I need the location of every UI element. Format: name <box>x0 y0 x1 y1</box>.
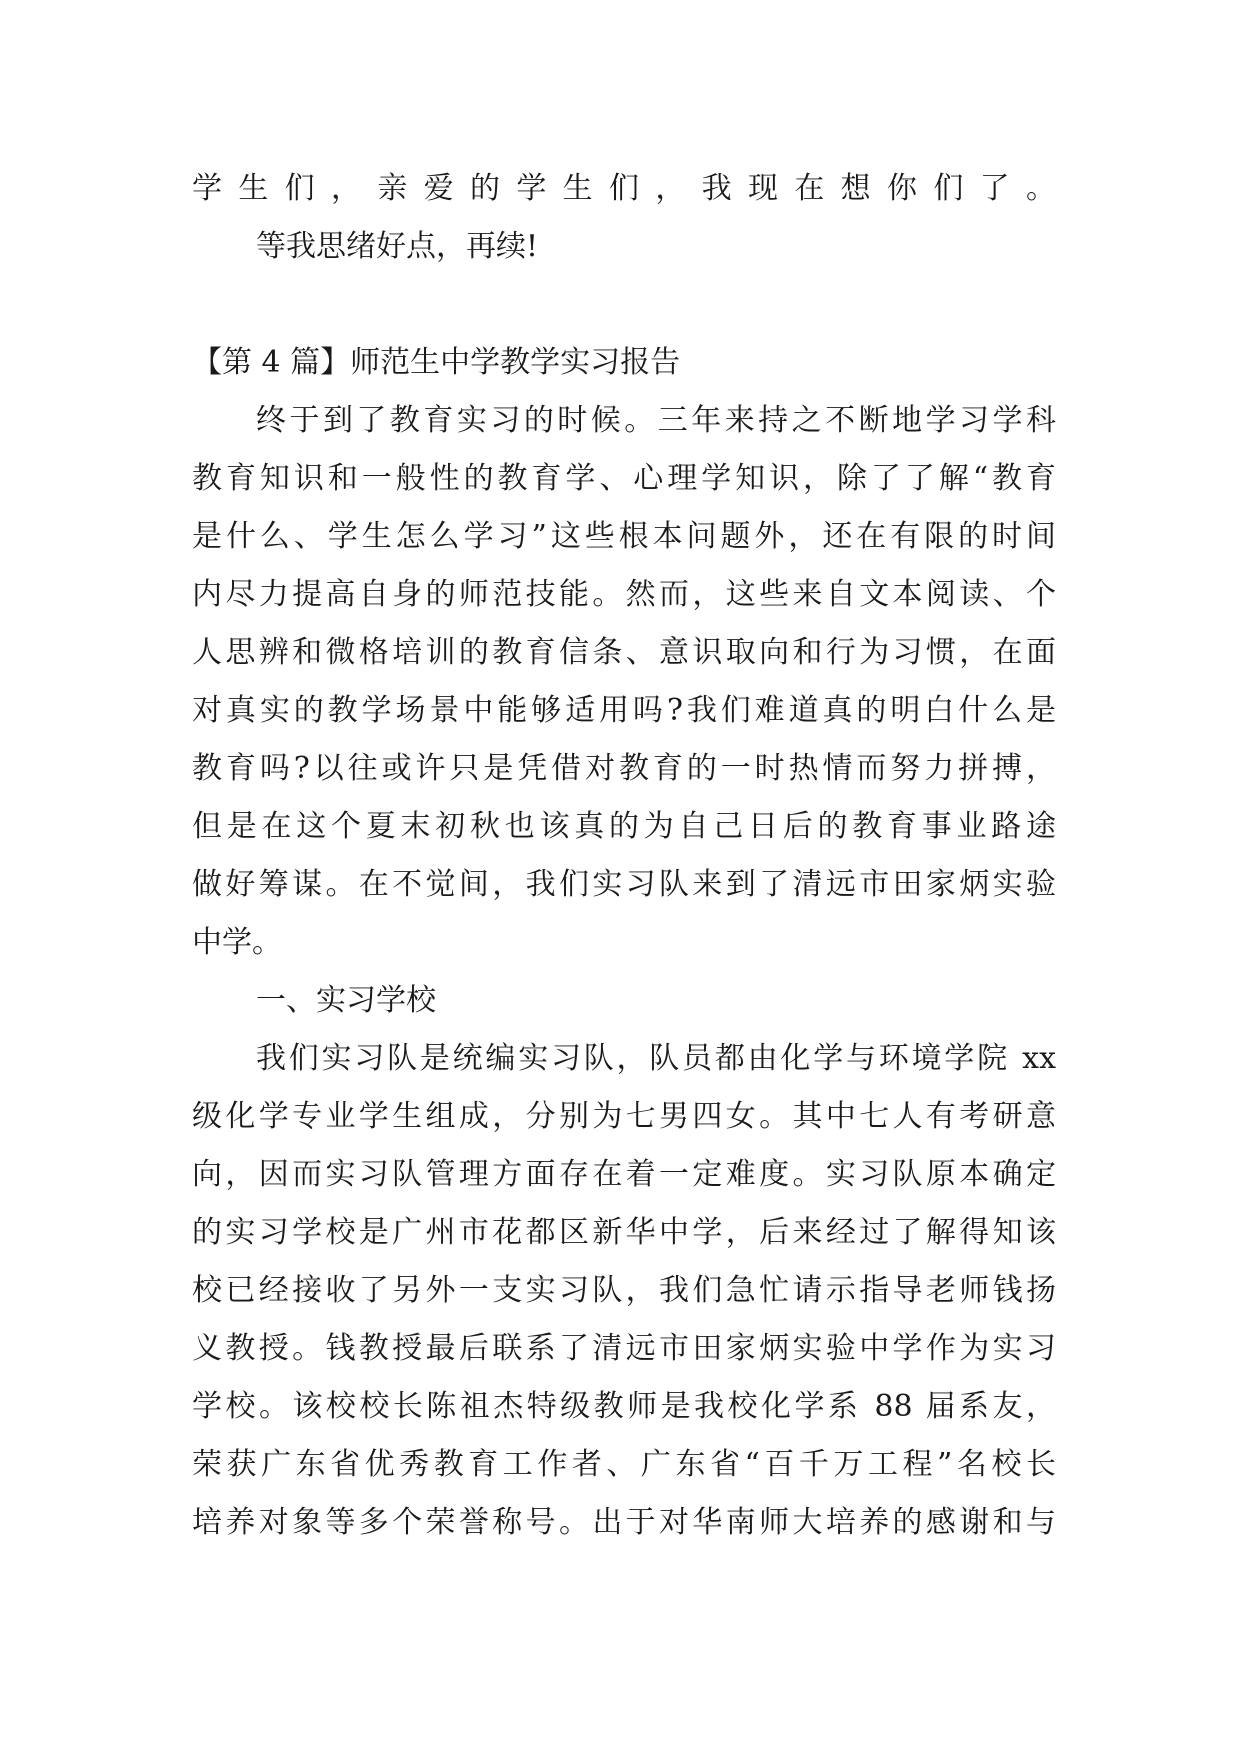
paragraph-line: 做好筹谋。在不觉间，我们实习队来到了清远市田家炳实验 <box>192 867 1056 902</box>
paragraph-line: 人思辨和微格培训的教育信条、意识取向和行为习惯，在面 <box>192 635 1056 670</box>
article-heading: 【第 4 篇】师范生中学教学实习报告 <box>192 345 681 380</box>
section-title: 一、实习学校 <box>256 983 436 1018</box>
paragraph-line: 我们实习队是统编实习队，队员都由化学与环境学院 xx <box>256 1041 1056 1076</box>
paragraph-line: 对真实的教学场景中能够适用吗?我们难道真的明白什么是 <box>192 693 1056 728</box>
paragraph-line: 校已经接收了另外一支实习队，我们急忙请示指导老师钱扬 <box>192 1273 1056 1308</box>
paragraph-line: 内尽力提高自身的师范技能。然而，这些来自文本阅读、个 <box>192 577 1056 612</box>
paragraph-line: 培养对象等多个荣誉称号。出于对华南师大培养的感谢和与 <box>192 1505 1056 1540</box>
paragraph-line: 是什么、学生怎么学习”这些根本问题外，还在有限的时间 <box>192 519 1056 554</box>
paragraph-line: 终于到了教育实习的时候。三年来持之不断地学习学科 <box>256 403 1056 438</box>
paragraph-gap <box>192 276 1056 334</box>
document-body <box>192 160 1056 1552</box>
paragraph-line: 义教授。钱教授最后联系了清远市田家炳实验中学作为实习 <box>192 1331 1056 1366</box>
paragraph-line: 向，因而实习队管理方面存在着一定难度。实习队原本确定 <box>192 1157 1056 1192</box>
paragraph-line: 中学。 <box>192 925 282 960</box>
intro-line: 等我思绪好点，再续! <box>256 229 539 264</box>
paragraph-line: 但是在这个夏末初秋也该真的为自己日后的教育事业路途 <box>192 809 1056 844</box>
paragraph-line: 级化学专业学生组成，分别为七男四女。其中七人有考研意 <box>192 1099 1056 1134</box>
paragraph-line: 教育吗?以往或许只是凭借对教育的一时热情而努力拼搏， <box>192 751 1056 786</box>
paragraph-line: 荣获广东省优秀教育工作者、广东省“百千万工程”名校长 <box>192 1447 1056 1482</box>
paragraph-line: 的实习学校是广州市花都区新华中学，后来经过了解得知该 <box>192 1215 1056 1250</box>
intro-line: 学生们，亲爱的学生们，我现在想你们了。 <box>192 171 1056 206</box>
paragraph-line: 教育知识和一般性的教育学、心理学知识，除了了解“教育 <box>192 461 1056 496</box>
paragraph-line: 学校。该校校长陈祖杰特级教师是我校化学系 88 届系友， <box>192 1389 1056 1424</box>
